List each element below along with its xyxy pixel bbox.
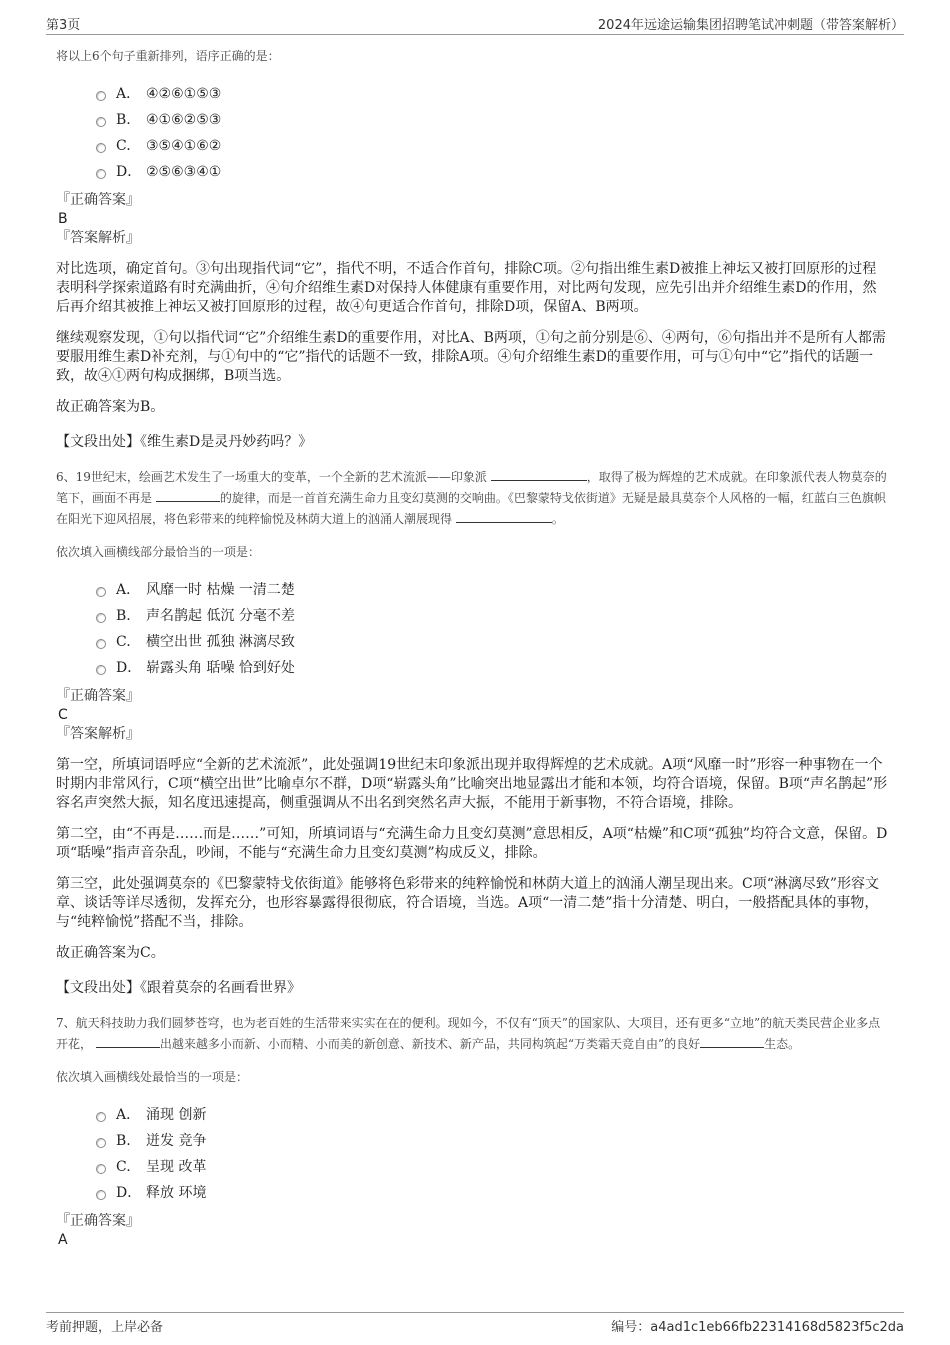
options-list (96, 81, 888, 185)
correct-answer: C (58, 707, 68, 723)
option-key: C. (116, 1159, 131, 1175)
option-key: D． (116, 660, 142, 676)
analysis-conclusion: 故正确答案为C。 (56, 945, 165, 961)
question-7 (56, 1013, 888, 1250)
option-key: A． (116, 1107, 141, 1123)
question-stem (56, 1013, 888, 1055)
radio-button[interactable] (96, 91, 106, 101)
option-key: D． (116, 1185, 142, 1201)
correct-answer-label: 『正确答案』 (56, 688, 140, 704)
option-b[interactable] (96, 603, 888, 629)
radio-button[interactable] (96, 117, 106, 127)
option-a[interactable] (96, 81, 888, 107)
question-6 (56, 467, 888, 997)
analysis-conclusion: 故正确答案为B。 (56, 399, 165, 415)
option-key: C. (116, 138, 131, 154)
option-c[interactable] (96, 133, 888, 159)
correct-answer-label: 『正确答案』 (56, 1213, 140, 1229)
analysis-paragraph: 第三空，此处强调莫奈的《巴黎蒙特戈依街道》能够将色彩带来的纯粹愉悦和林荫大道上的汹涌人潮呈现出来。C项“淋漓尽致”形容文章、谈话等详尽透彻，发挥充分，也形容暴露得很彻底，符合语境，当选。A项“一清二楚”指十分清楚、明白，一般搭配具体的事物，与“纯粹愉悦”搭配不当，排除。 (56, 876, 880, 930)
page-footer (46, 1312, 904, 1335)
radio-button[interactable] (96, 143, 106, 153)
option-text: ③⑤④①⑥② (146, 138, 222, 154)
document-id: 编号：a4ad1c1eb66fb22314168d5823f5c2da (611, 1320, 904, 1335)
option-key: A． (116, 582, 141, 598)
radio-button[interactable] (96, 1138, 106, 1148)
option-text: 涌现 创新 (146, 1107, 207, 1123)
question-stem (56, 467, 888, 530)
question-prompt: 依次填入画横线部分最恰当的一项是： (56, 545, 261, 559)
option-d[interactable] (96, 1180, 888, 1206)
option-key: B. (116, 608, 131, 624)
option-text: 呈现 改革 (146, 1159, 207, 1175)
page-content (56, 46, 888, 1250)
option-key: B. (116, 1133, 131, 1149)
fill-blank (700, 1035, 764, 1048)
stem-text: 7、航天科技助力我们圆梦苍穹，也为老百姓的生活带来实实在在的便利。现如今，不仅有“顶天”的国家队、大项目，还有更多“立地”的航天类民营企业多点开花， (56, 1016, 881, 1051)
option-b[interactable] (96, 1128, 888, 1154)
option-key: A． (116, 86, 141, 102)
analysis (56, 756, 888, 963)
option-key: C. (116, 634, 131, 650)
option-text: 释放 环境 (146, 1185, 207, 1201)
stem-text: ，取得了极为辉煌的艺术成就。在印象派代表人物莫奈的笔下，画面不再是 (56, 470, 887, 505)
analysis-paragraph: 继续观察发现，①句以指代词“它”介绍维生素D的重要作用，对比A、B两项，①句之前分别是⑥、④两句，⑥句指出并不是所有人都需要服用维生素D补充剂，与①句中的“它”指代的话题不一致，排除A项。④句介绍维生素D的重要作用，可与①句中“它”指代的话题一致，故④①两句构成捆绑，B项当选。 (56, 330, 886, 384)
options-list (96, 577, 888, 681)
option-a[interactable] (96, 1102, 888, 1128)
option-d[interactable] (96, 655, 888, 681)
option-c[interactable] (96, 1154, 888, 1180)
fill-blank (491, 468, 587, 481)
option-text: 横空出世 孤独 淋漓尽致 (146, 634, 295, 650)
radio-button[interactable] (96, 1112, 106, 1122)
analysis-paragraph: 第一空，所填词语呼应“全新的艺术流派”，此处强调19世纪末印象派出现并取得辉煌的艺术成就。A项“风靡一时”形容一种事物在一个时期内非常风行，C项“横空出世”比喻卓尔不群，D项“崭露头角”比喻突出地显露出才能和本领，均符合语境，保留。B项“声名鹊起”形容名声突然大振，知名度迅速提高，侧重强调从不出名到突然名声大振，不能用于新事物，不符合语境，排除。 (56, 757, 888, 811)
question-5 (56, 46, 888, 451)
fill-blank (156, 489, 220, 502)
radio-button[interactable] (96, 613, 106, 623)
option-text: ②⑤⑥③④① (146, 164, 222, 180)
stem-text: 6、19世纪末，绘画艺术发生了一场重大的变革，一个全新的艺术流派——印象派 (56, 470, 491, 484)
radio-button[interactable] (96, 169, 106, 179)
page-header (46, 12, 904, 35)
analysis-label: 『答案解析』 (56, 230, 140, 246)
source-citation: 【文段出处】《维生素D是灵丹妙药吗？》 (56, 434, 313, 450)
stem-text: 。 (551, 512, 564, 526)
page-number: 第3页 (46, 18, 81, 33)
option-text: 风靡一时 枯燥 一清二楚 (146, 582, 295, 598)
analysis-paragraph: 第二空，由“不再是……而是……”可知，所填词语与“充满生命力且变幻莫测”意思相反，A项“枯燥”和C项“孤独”均符合文意，保留。D项“聒噪”指声音杂乱，吵闹，不能与“充满生命力且变幻莫测”构成反义，排除。 (56, 826, 888, 861)
option-text: ④①⑥②⑤③ (146, 112, 222, 128)
option-text: 声名鹊起 低沉 分毫不差 (146, 608, 295, 624)
stem-text: 的旋律，而是一首首充满生命力且变幻莫测的交响曲。《巴黎蒙特戈依街道》无疑是最具莫奈个人风格的一幅，红蓝白三色旗帜在阳光下迎风招展，将色彩带来的纯粹愉悦及林荫大道上的汹涌人潮展现得 (56, 491, 886, 526)
options-list (96, 1102, 888, 1206)
correct-answer: A (58, 1232, 68, 1248)
option-text: ④②⑥①⑤③ (146, 86, 222, 102)
question-prompt: 依次填入画横线处最恰当的一项是： (56, 1070, 249, 1084)
correct-answer: B (58, 211, 68, 227)
analysis (56, 260, 888, 417)
option-b[interactable] (96, 107, 888, 133)
option-text: 迸发 竞争 (146, 1133, 207, 1149)
stem-text: 生态。 (764, 1037, 801, 1051)
radio-button[interactable] (96, 665, 106, 675)
option-text: 崭露头角 聒噪 恰到好处 (146, 660, 295, 676)
footer-slogan: 考前押题，上岸必备 (46, 1320, 164, 1335)
option-c[interactable] (96, 629, 888, 655)
analysis-label: 『答案解析』 (56, 726, 140, 742)
option-key: D． (116, 164, 142, 180)
fill-blank (96, 1035, 160, 1048)
option-key: B. (116, 112, 131, 128)
option-a[interactable] (96, 577, 888, 603)
source-citation: 【文段出处】《跟着莫奈的名画看世界》 (56, 980, 301, 996)
analysis-paragraph: 对比选项，确定首句。③句出现指代词“它”，指代不明，不适合作首句，排除C项。②句指出维生素D被推上神坛又被打回原形的过程表明科学探索道路有时充满曲折，④句介绍维生素D对保持人体健康有重要作用，对比两句发现，应先引出并介绍维生素D的作用，然后再介绍其被推上神坛又被打回原形的过程，故④句更适合作首句，排除D项，保留A、B两项。 (56, 261, 877, 315)
correct-answer-label: 『正确答案』 (56, 192, 140, 208)
radio-button[interactable] (96, 1164, 106, 1174)
radio-button[interactable] (96, 587, 106, 597)
option-d[interactable] (96, 159, 888, 185)
radio-button[interactable] (96, 1190, 106, 1200)
stem-text: 出越来越多小而新、小而精、小而美的新创意、新技术、新产品，共同构筑起“万类霜天竞自由”的良好 (159, 1037, 701, 1051)
fill-blank (456, 510, 552, 523)
question-prompt: 将以上6个句子重新排列，语序正确的是： (56, 49, 280, 63)
document-title: 2024年远途运输集团招聘笔试冲刺题（带答案解析） (597, 18, 904, 33)
radio-button[interactable] (96, 639, 106, 649)
